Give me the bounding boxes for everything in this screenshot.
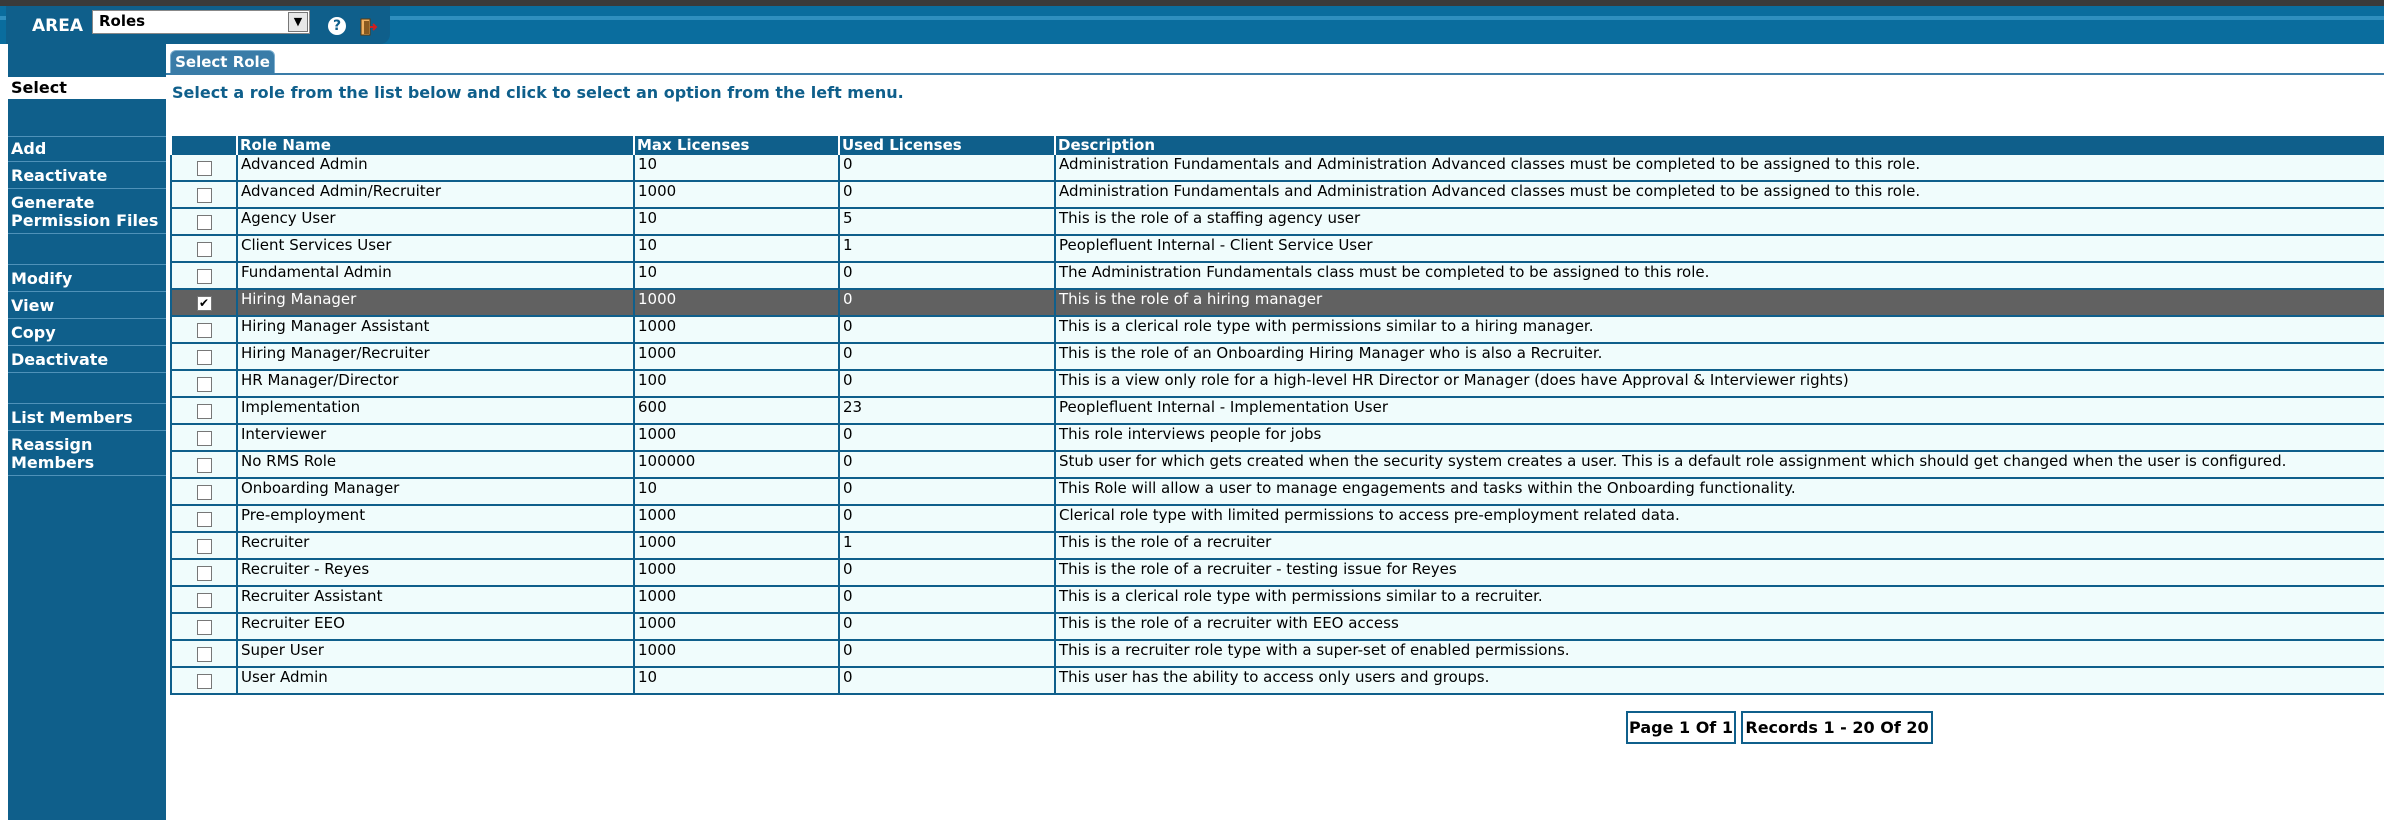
row-checkbox[interactable]: [197, 566, 212, 581]
menu-divider: [8, 136, 166, 137]
row-checkbox-cell: [171, 235, 237, 262]
row-checkbox[interactable]: [197, 161, 212, 176]
description-cell: This is a view only role for a high-level HR Director or Manager (does have Approval & Interviewer rights): [1055, 370, 2384, 397]
description-cell: This is the role of a hiring manager: [1055, 289, 2384, 316]
row-checkbox[interactable]: [197, 215, 212, 230]
used-licenses-cell: 23: [839, 397, 1055, 424]
menu-divider: [8, 372, 166, 373]
row-checkbox[interactable]: [197, 647, 212, 662]
column-header-description[interactable]: Description: [1055, 136, 2384, 155]
used-licenses-cell: 0: [839, 343, 1055, 370]
row-checkbox[interactable]: [197, 350, 212, 365]
table-row[interactable]: [171, 155, 2384, 181]
table-row[interactable]: [171, 235, 2384, 262]
max-licenses-cell: 10: [634, 155, 839, 181]
table-row[interactable]: [171, 424, 2384, 451]
row-checkbox-cell: [171, 289, 237, 316]
used-licenses-cell: 0: [839, 370, 1055, 397]
max-licenses-cell: 1000: [634, 316, 839, 343]
instruction-text: Select a role from the list below and click to select an option from the left menu.: [172, 83, 904, 102]
role-name-cell: Pre-employment: [237, 505, 634, 532]
row-checkbox-cell: [171, 640, 237, 667]
row-checkbox-cell: [171, 181, 237, 208]
role-name-cell: Super User: [237, 640, 634, 667]
menu-divider: [8, 291, 166, 292]
row-checkbox[interactable]: [197, 242, 212, 257]
used-licenses-cell: 5: [839, 208, 1055, 235]
role-name-cell: Advanced Admin/Recruiter: [237, 181, 634, 208]
description-cell: Clerical role type with limited permissions to access pre-employment related data.: [1055, 505, 2384, 532]
max-licenses-cell: 10: [634, 235, 839, 262]
row-checkbox-cell: [171, 424, 237, 451]
used-licenses-cell: 0: [839, 181, 1055, 208]
role-name-cell: User Admin: [237, 667, 634, 694]
row-checkbox-cell: [171, 316, 237, 343]
used-licenses-cell: 0: [839, 289, 1055, 316]
menu-item-select[interactable]: Select: [8, 77, 166, 99]
description-cell: Administration Fundamentals and Administration Advanced classes must be completed to be assigned to this role.: [1055, 155, 2384, 181]
tab-underline: [166, 73, 2384, 75]
used-licenses-cell: 0: [839, 316, 1055, 343]
role-name-cell: HR Manager/Director: [237, 370, 634, 397]
area-select[interactable]: [92, 10, 310, 34]
roles-table-body: [171, 155, 2384, 694]
menu-item-generate-permission-files[interactable]: Generate Permission Files: [11, 193, 159, 230]
used-licenses-cell: 0: [839, 505, 1055, 532]
description-cell: This is the role of a recruiter with EEO access: [1055, 613, 2384, 640]
description-cell: The Administration Fundamentals class must be completed to be assigned to this role.: [1055, 262, 2384, 289]
row-checkbox[interactable]: [197, 620, 212, 635]
max-licenses-cell: 100: [634, 370, 839, 397]
description-cell: This Role will allow a user to manage engagements and tasks within the Onboarding functionality.: [1055, 478, 2384, 505]
row-checkbox[interactable]: [197, 323, 212, 338]
row-checkbox-cell: [171, 370, 237, 397]
row-checkbox[interactable]: [197, 188, 212, 203]
table-header-row: [171, 136, 2384, 155]
row-checkbox-cell: [171, 586, 237, 613]
table-row[interactable]: [171, 559, 2384, 586]
table-row[interactable]: [171, 505, 2384, 532]
used-licenses-cell: 1: [839, 235, 1055, 262]
row-checkbox[interactable]: [197, 404, 212, 419]
table-row[interactable]: [171, 478, 2384, 505]
column-header-used-licenses[interactable]: Used Licenses: [839, 136, 1055, 155]
description-cell: This is a clerical role type with permissions similar to a recruiter.: [1055, 586, 2384, 613]
table-row[interactable]: [171, 181, 2384, 208]
description-cell: This is a recruiter role type with a super-set of enabled permissions.: [1055, 640, 2384, 667]
max-licenses-cell: 10: [634, 208, 839, 235]
area-select-value: Roles: [99, 12, 146, 30]
description-cell: This is the role of an Onboarding Hiring Manager who is also a Recruiter.: [1055, 343, 2384, 370]
area-panel: [6, 6, 390, 44]
description-cell: Peoplefluent Internal - Client Service User: [1055, 235, 2384, 262]
max-licenses-cell: 1000: [634, 343, 839, 370]
role-name-cell: Hiring Manager Assistant: [237, 316, 634, 343]
row-checkbox[interactable]: [197, 674, 212, 689]
max-licenses-cell: 1000: [634, 586, 839, 613]
role-name-cell: Fundamental Admin: [237, 262, 634, 289]
description-cell: Peoplefluent Internal - Implementation User: [1055, 397, 2384, 424]
max-licenses-cell: 1000: [634, 505, 839, 532]
role-name-cell: Client Services User: [237, 235, 634, 262]
max-licenses-cell: 10: [634, 478, 839, 505]
role-name-cell: Recruiter Assistant: [237, 586, 634, 613]
row-checkbox-cell: [171, 397, 237, 424]
row-checkbox-cell: [171, 505, 237, 532]
top-bar: [0, 0, 2384, 44]
menu-item-reactivate[interactable]: Reactivate: [11, 166, 108, 185]
area-label: AREA: [32, 16, 84, 36]
description-cell: Stub user for which gets created when the security system creates a user. This is a default role assignment which should get changed when the user is configured.: [1055, 451, 2384, 478]
records-indicator: Records 1 - 20 Of 20: [1741, 711, 1933, 744]
role-name-cell: Advanced Admin: [237, 155, 634, 181]
help-icon[interactable]: ?: [328, 17, 346, 35]
menu-divider: [8, 161, 166, 162]
menu-item-modify[interactable]: Modify: [11, 269, 73, 288]
table-row[interactable]: [171, 640, 2384, 667]
description-cell: This is the role of a staffing agency user: [1055, 208, 2384, 235]
max-licenses-cell: 1000: [634, 289, 839, 316]
max-licenses-cell: 1000: [634, 181, 839, 208]
checkbox-column-header: [171, 136, 237, 155]
tab-select-role[interactable]: Select Role: [170, 50, 275, 74]
menu-divider: [8, 475, 166, 476]
menu-divider: [8, 233, 166, 234]
table-row[interactable]: [171, 370, 2384, 397]
exit-door-icon[interactable]: [358, 17, 378, 37]
max-licenses-cell: 10: [634, 667, 839, 694]
used-licenses-cell: 0: [839, 451, 1055, 478]
column-header-max-licenses[interactable]: Max Licenses: [634, 136, 839, 155]
role-name-cell: No RMS Role: [237, 451, 634, 478]
page-indicator: Page 1 Of 1: [1626, 711, 1736, 744]
menu-divider: [8, 345, 166, 346]
table-row[interactable]: [171, 289, 2384, 316]
table-row[interactable]: [171, 343, 2384, 370]
row-checkbox-cell: [171, 667, 237, 694]
table-row[interactable]: [171, 316, 2384, 343]
row-checkbox-cell: [171, 155, 237, 181]
used-licenses-cell: 0: [839, 424, 1055, 451]
menu-item-reassign-members[interactable]: Reassign Members: [11, 435, 95, 472]
role-name-cell: Recruiter: [237, 532, 634, 559]
table-row[interactable]: [171, 532, 2384, 559]
row-checkbox-cell: [171, 451, 237, 478]
menu-item-view[interactable]: View: [11, 296, 55, 315]
role-name-cell: Hiring Manager: [237, 289, 634, 316]
table-row[interactable]: [171, 586, 2384, 613]
menu-divider: [8, 188, 166, 189]
row-checkbox[interactable]: [197, 377, 212, 392]
menu-item-list-members[interactable]: List Members: [11, 408, 133, 427]
used-licenses-cell: 0: [839, 640, 1055, 667]
description-cell: This is a clerical role type with permissions similar to a hiring manager.: [1055, 316, 2384, 343]
row-checkbox-cell: [171, 262, 237, 289]
column-header-role-name[interactable]: Role Name: [237, 136, 634, 155]
row-checkbox[interactable]: ✔: [197, 296, 212, 311]
table-row[interactable]: [171, 613, 2384, 640]
max-licenses-cell: 600: [634, 397, 839, 424]
row-checkbox-cell: [171, 613, 237, 640]
chevron-down-icon[interactable]: ▼: [288, 12, 308, 32]
role-name-cell: Agency User: [237, 208, 634, 235]
row-checkbox-cell: [171, 208, 237, 235]
max-licenses-cell: 1000: [634, 424, 839, 451]
used-licenses-cell: 0: [839, 586, 1055, 613]
row-checkbox-cell: [171, 478, 237, 505]
menu-item-deactivate[interactable]: Deactivate: [11, 350, 109, 369]
description-cell: This is the role of a recruiter: [1055, 532, 2384, 559]
max-licenses-cell: 100000: [634, 451, 839, 478]
menu-divider: [8, 264, 166, 265]
menu-item-add[interactable]: Add: [11, 139, 47, 158]
role-name-cell: Recruiter - Reyes: [237, 559, 634, 586]
row-checkbox-cell: [171, 532, 237, 559]
row-checkbox-cell: [171, 559, 237, 586]
max-licenses-cell: 10: [634, 262, 839, 289]
left-menu: [8, 44, 166, 820]
description-cell: This is the role of a recruiter - testing issue for Reyes: [1055, 559, 2384, 586]
menu-divider: [8, 403, 166, 404]
row-checkbox[interactable]: [197, 431, 212, 446]
menu-item-copy[interactable]: Copy: [11, 323, 56, 342]
max-licenses-cell: 1000: [634, 559, 839, 586]
row-checkbox-cell: [171, 343, 237, 370]
used-licenses-cell: 0: [839, 667, 1055, 694]
roles-table: [170, 136, 2384, 695]
max-licenses-cell: 1000: [634, 532, 839, 559]
row-checkbox[interactable]: [197, 593, 212, 608]
used-licenses-cell: 0: [839, 613, 1055, 640]
row-checkbox[interactable]: [197, 539, 212, 554]
max-licenses-cell: 1000: [634, 640, 839, 667]
used-licenses-cell: 0: [839, 262, 1055, 289]
table-row[interactable]: [171, 397, 2384, 424]
description-cell: Administration Fundamentals and Administration Advanced classes must be completed to be assigned to this role.: [1055, 181, 2384, 208]
role-name-cell: Hiring Manager/Recruiter: [237, 343, 634, 370]
max-licenses-cell: 1000: [634, 613, 839, 640]
description-cell: This role interviews people for jobs: [1055, 424, 2384, 451]
table-row[interactable]: [171, 262, 2384, 289]
row-checkbox[interactable]: [197, 512, 212, 527]
description-cell: This user has the ability to access only users and groups.: [1055, 667, 2384, 694]
role-name-cell: Recruiter EEO: [237, 613, 634, 640]
used-licenses-cell: 1: [839, 532, 1055, 559]
table-row[interactable]: [171, 451, 2384, 478]
row-checkbox[interactable]: [197, 458, 212, 473]
table-row[interactable]: [171, 208, 2384, 235]
used-licenses-cell: 0: [839, 478, 1055, 505]
role-name-cell: Onboarding Manager: [237, 478, 634, 505]
row-checkbox[interactable]: [197, 485, 212, 500]
table-row[interactable]: [171, 667, 2384, 694]
role-name-cell: Implementation: [237, 397, 634, 424]
row-checkbox[interactable]: [197, 269, 212, 284]
used-licenses-cell: 0: [839, 559, 1055, 586]
menu-divider: [8, 318, 166, 319]
role-name-cell: Interviewer: [237, 424, 634, 451]
menu-divider: [8, 430, 166, 431]
used-licenses-cell: 0: [839, 155, 1055, 181]
